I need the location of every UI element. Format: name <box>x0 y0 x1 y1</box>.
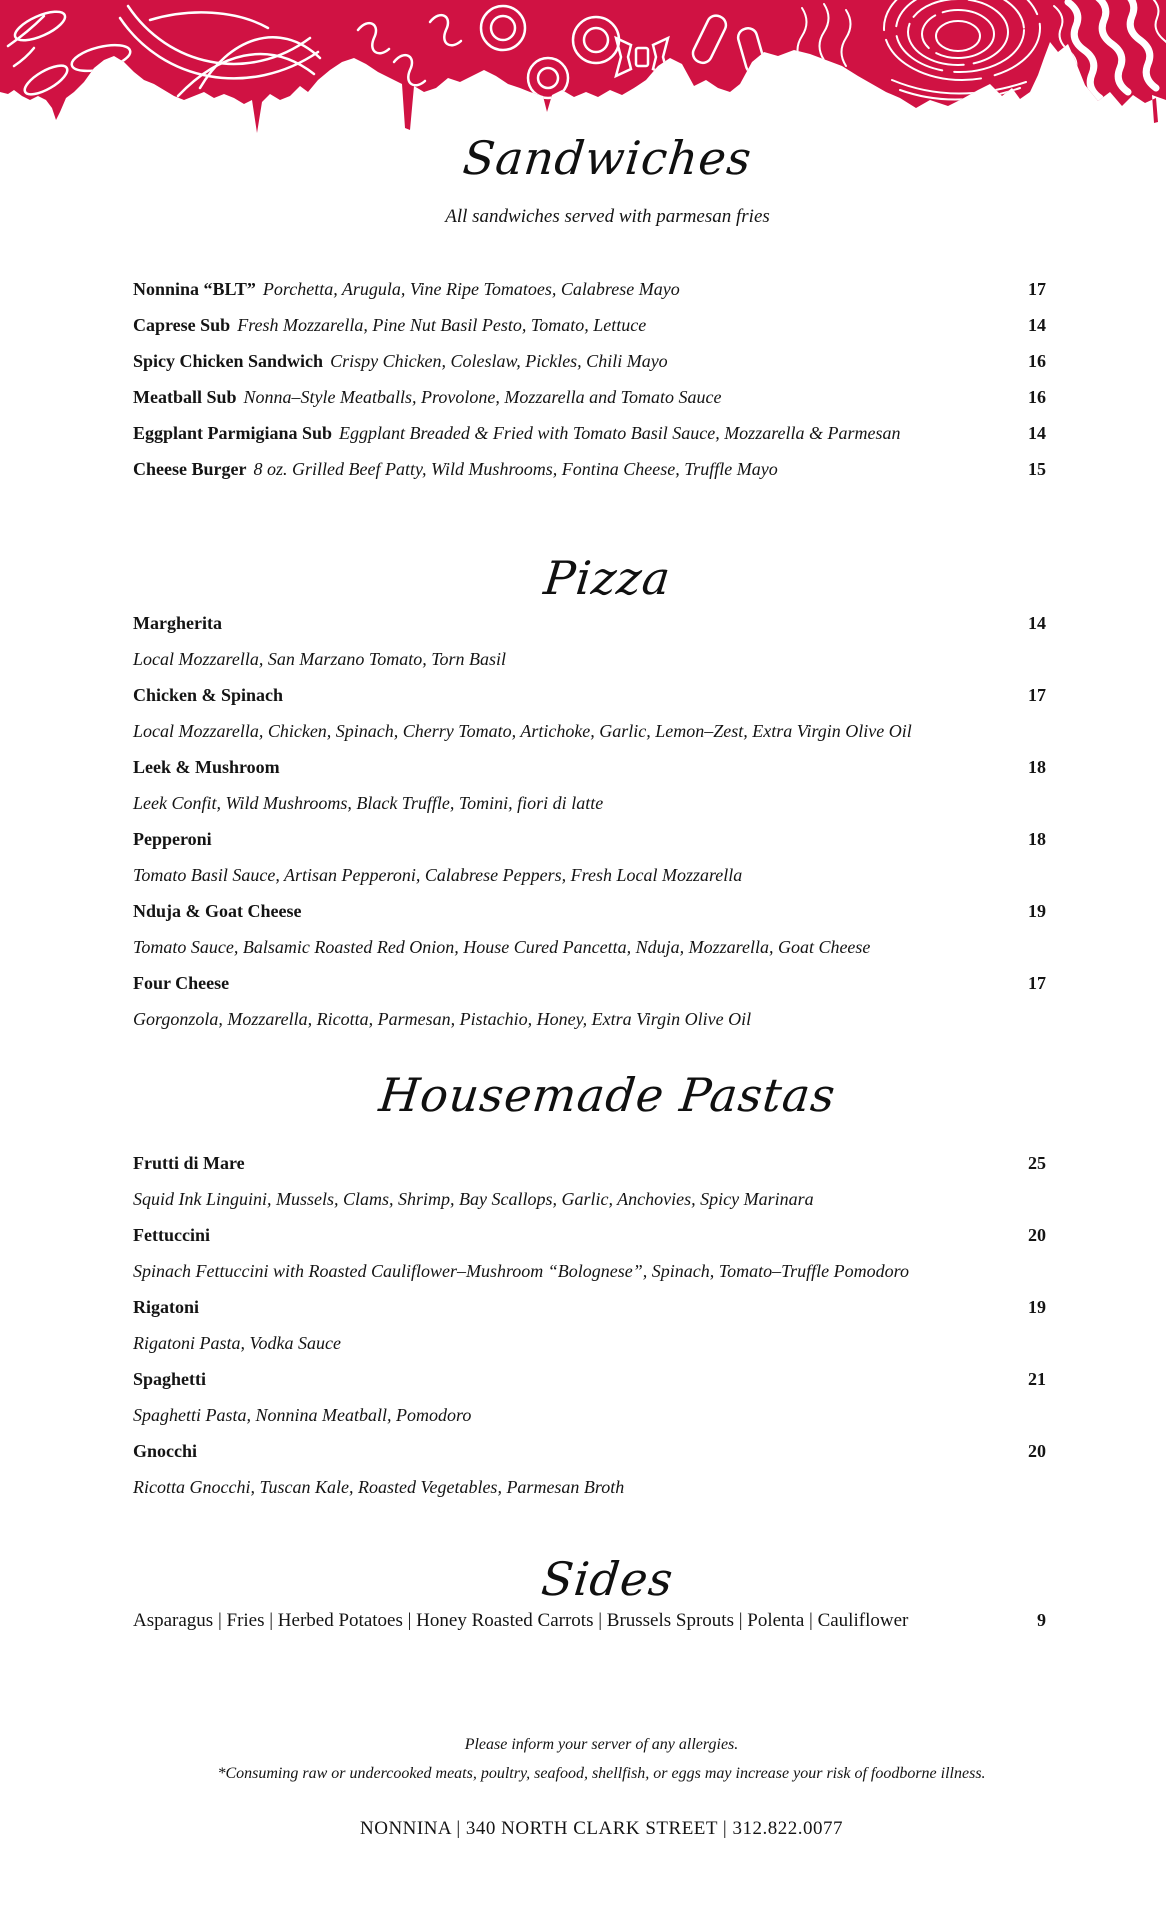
item-description: Spinach Fettuccini with Roasted Cauliflower–Mushroom “Bolognese”, Spinach, Tomato–Truffle Pomodoro <box>133 1261 909 1281</box>
pizza-item-list <box>133 605 1046 1037</box>
item-description: Tomato Sauce, Balsamic Roasted Red Onion, House Cured Pancetta, Nduja, Mozzarella, Goat Cheese <box>133 937 871 957</box>
menu-item-row <box>133 821 1046 857</box>
item-name: Nonnina “BLT” <box>133 279 256 299</box>
menu-item-row <box>133 893 1046 929</box>
item-name: Gnocchi <box>133 1441 198 1461</box>
item-name: Nduja & Goat Cheese <box>133 901 302 921</box>
item-name: Rigatoni <box>133 1297 200 1317</box>
item-price: 20 <box>1028 1225 1046 1245</box>
menu-item-row <box>133 1433 1046 1469</box>
item-description: Squid Ink Linguini, Mussels, Clams, Shrimp, Bay Scallops, Garlic, Anchovies, Spicy Marinara <box>133 1189 814 1209</box>
allergy-note: Please inform your server of any allergies. <box>464 1736 739 1753</box>
sides-row <box>133 1602 1046 1638</box>
item-description: Leek Confit, Wild Mushrooms, Black Truffle, Tomini, fiori di latte <box>133 793 604 813</box>
menu-item-row <box>133 451 1046 487</box>
item-price: 17 <box>1028 973 1046 993</box>
item-price: 14 <box>1028 315 1046 335</box>
item-price: 18 <box>1028 757 1046 777</box>
item-price: 18 <box>1028 829 1046 849</box>
item-description: Nonna–Style Meatballs, Provolone, Mozzarella and Tomato Sauce <box>243 387 722 407</box>
item-name: Spicy Chicken Sandwich <box>133 351 324 371</box>
section-title-pastas: Housemade Pastas <box>376 1068 839 1122</box>
item-description: Local Mozzarella, Chicken, Spinach, Cherry Tomato, Artichoke, Garlic, Lemon–Zest, Extra Virgin Olive Oil <box>133 721 912 741</box>
menu-item-row <box>133 677 1046 713</box>
menu-item-row <box>133 307 1046 343</box>
item-name: Spaghetti <box>133 1369 207 1389</box>
sandwiches-subtitle: All sandwiches served with parmesan fries <box>445 206 770 227</box>
menu-item-row <box>133 1145 1046 1181</box>
item-name: Meatball Sub <box>133 387 237 407</box>
item-description: Tomato Basil Sauce, Artisan Pepperoni, Calabrese Peppers, Fresh Local Mozzarella <box>133 865 743 885</box>
sides-items-line: Asparagus | Fries | Herbed Potatoes | Honey Roasted Carrots | Brussels Sprouts | Polenta | Cauliflower <box>133 1610 909 1631</box>
menu-item-row <box>133 965 1046 1001</box>
menu-item-row <box>133 749 1046 785</box>
item-price: 17 <box>1028 279 1046 299</box>
menu-item-row <box>133 1217 1046 1253</box>
sandwiches-item-list <box>133 271 1046 487</box>
item-name: Four Cheese <box>133 973 230 993</box>
item-price: 21 <box>1028 1369 1046 1389</box>
item-price: 14 <box>1028 423 1046 443</box>
item-name: Leek & Mushroom <box>133 757 280 777</box>
menu-item-row <box>133 1361 1046 1397</box>
item-price: 16 <box>1028 387 1046 407</box>
menu-item-row <box>133 1289 1046 1325</box>
item-price: 14 <box>1028 613 1046 633</box>
item-description: 8 oz. Grilled Beef Patty, Wild Mushrooms, Fontina Cheese, Truffle Mayo <box>253 459 778 479</box>
section-title-sandwiches: Sandwiches <box>460 131 755 185</box>
menu-item-row <box>133 379 1046 415</box>
item-description: Rigatoni Pasta, Vodka Sauce <box>133 1333 341 1353</box>
item-price: 20 <box>1028 1441 1046 1461</box>
item-price: 17 <box>1028 685 1046 705</box>
item-description: Local Mozzarella, San Marzano Tomato, Torn Basil <box>133 649 507 669</box>
pastas-item-list <box>133 1145 1046 1505</box>
section-title-sides: Sides <box>538 1552 677 1606</box>
menu-item-row <box>133 605 1046 641</box>
restaurant-footer: NONNINA | 340 NORTH CLARK STREET | 312.822.0077 <box>360 1818 843 1839</box>
menu-item-row <box>133 271 1046 307</box>
item-name: Pepperoni <box>133 829 212 849</box>
item-price: 15 <box>1028 459 1046 479</box>
item-description: Fresh Mozzarella, Pine Nut Basil Pesto, Tomato, Lettuce <box>237 315 647 335</box>
item-price: 16 <box>1028 351 1046 371</box>
item-name: Cheese Burger <box>133 459 247 479</box>
item-price: 19 <box>1028 901 1046 921</box>
item-name: Caprese Sub <box>133 315 231 335</box>
item-description: Porchetta, Arugula, Vine Ripe Tomatoes, Calabrese Mayo <box>262 279 680 299</box>
item-description: Crispy Chicken, Coleslaw, Pickles, Chili Mayo <box>330 351 668 371</box>
section-title-pizza: Pizza <box>541 551 674 605</box>
item-description: Spaghetti Pasta, Nonnina Meatball, Pomodoro <box>133 1405 472 1425</box>
menu-item-row <box>133 343 1046 379</box>
item-name: Margherita <box>133 613 222 633</box>
item-price: 25 <box>1028 1153 1046 1173</box>
item-description: Eggplant Breaded & Fried with Tomato Basil Sauce, Mozzarella & Parmesan <box>339 423 901 443</box>
item-name: Frutti di Mare <box>133 1153 245 1173</box>
item-name: Fettuccini <box>133 1225 210 1245</box>
item-name: Eggplant Parmigiana Sub <box>133 423 333 443</box>
item-price: 19 <box>1028 1297 1046 1317</box>
menu-item-row <box>133 415 1046 451</box>
item-name: Chicken & Spinach <box>133 685 284 705</box>
item-price: 9 <box>1037 1610 1046 1630</box>
item-description: Gorgonzola, Mozzarella, Ricotta, Parmesan, Pistachio, Honey, Extra Virgin Olive Oil <box>133 1009 752 1029</box>
raw-consumption-note: *Consuming raw or undercooked meats, poultry, seafood, shellfish, or eggs may increase your risk of foodborne illness. <box>217 1765 986 1782</box>
item-description: Ricotta Gnocchi, Tuscan Kale, Roasted Vegetables, Parmesan Broth <box>133 1477 625 1497</box>
